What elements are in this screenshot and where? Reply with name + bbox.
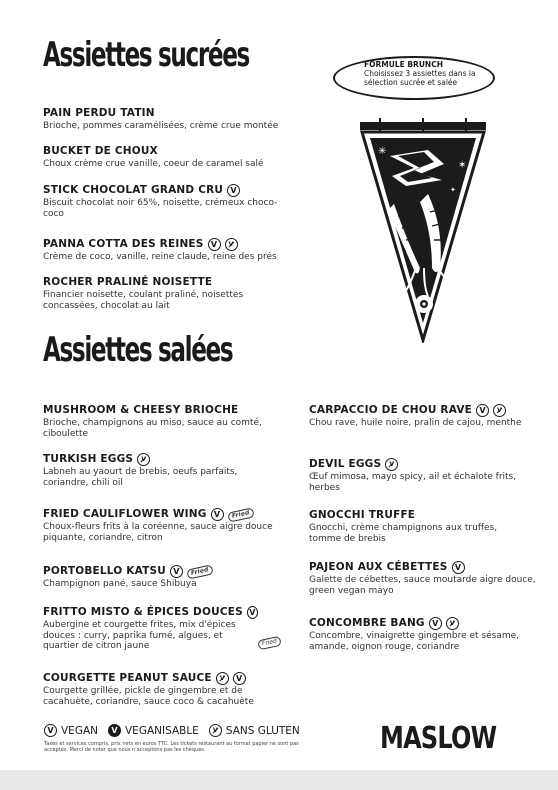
item-name: PAJEON AUX CÉBETTES: [309, 561, 448, 573]
vegan-icon: V: [227, 184, 240, 197]
item-description: Brioche, pommes caramélisées, crème crue montée: [43, 121, 279, 131]
item-description: Champignon pané, sauce Shibuya: [43, 579, 197, 589]
gluten-free-icon: [493, 404, 506, 417]
menu-item: [43, 565, 283, 590]
legend-veganisable: VEGANISABLE: [125, 724, 199, 737]
menu-item: [309, 561, 539, 596]
item-description: Chou rave, huile noire, pralin de cajou, menthe: [309, 418, 522, 428]
menu-item: [43, 276, 293, 311]
brunch-text: Choisissez 3 assiettes dans la sélection sucrée et salée: [364, 69, 476, 87]
fried-tag: Fried: [257, 636, 282, 651]
item-name: PORTOBELLO KATSU: [43, 565, 166, 577]
svg-text:✦: ✦: [450, 186, 456, 194]
item-description: Gnocchi, crème champignons aux truffes, tomme de brebis: [309, 523, 498, 544]
item-name: FRITTO MISTO & ÉPICES DOUCES: [43, 606, 243, 618]
menu-item: [309, 458, 534, 493]
item-name: PAIN PERDU TATIN: [43, 107, 155, 119]
vegan-icon: V: [170, 565, 183, 578]
gluten-free-icon: [225, 238, 238, 251]
vegan-icon: V: [247, 606, 258, 619]
item-name: PANNA COTTA DES REINES: [43, 238, 204, 250]
vegan-icon: V: [44, 724, 57, 737]
gluten-free-icon: [385, 458, 398, 471]
dietary-legend: [44, 724, 306, 737]
item-name: CONCOMBRE BANG: [309, 617, 425, 629]
item-name: FRIED CAULIFLOWER WING: [43, 508, 207, 520]
vegan-icon: V: [429, 617, 442, 630]
item-description: Choux crème crue vanille, coeur de caramel salé: [43, 159, 264, 169]
fried-tag: Fried: [227, 507, 254, 522]
menu-item: [43, 107, 333, 132]
sweet-section-title: Assiettes sucrées: [43, 35, 249, 75]
veganisable-icon: V: [108, 724, 121, 737]
fried-tag: Fried: [186, 564, 213, 579]
item-name: CARPACCIO DE CHOU RAVE: [309, 404, 473, 416]
item-description: Financier noisette, coulant praliné, noisettes concassées, chocolat au lait: [43, 290, 244, 311]
item-description: Brioche, champignons au miso, sauce au comté, ciboulette: [43, 418, 262, 439]
item-name: COURGETTE PEANUT SAUCE: [43, 672, 212, 684]
menu-item: [43, 453, 258, 488]
item-description: Choux-fleurs frits à la coréenne, sauce aigre douce piquante, coriandre, citron: [43, 522, 273, 543]
item-description: Concombre, vinaigrette gingembre et sésame, amande, oignon rouge, coriandre: [309, 631, 520, 652]
item-description: Œuf mimosa, mayo spicy, ail et échalote frits, herbes: [309, 472, 517, 493]
vegan-icon: V: [476, 404, 489, 417]
gluten-free-icon: [209, 724, 222, 737]
brand-logo: MASLOW: [380, 721, 497, 756]
menu-item: [43, 145, 333, 170]
savory-section-title: Assiettes salées: [43, 330, 233, 370]
menu-item: [43, 508, 283, 543]
gluten-free-icon: [137, 453, 150, 466]
vegan-icon: V: [208, 238, 221, 251]
menu-item: [43, 606, 258, 652]
menu-item: [43, 404, 278, 439]
item-description: Crème de coco, vanille, reine claude, reine des prés: [43, 252, 277, 262]
brunch-box: [364, 60, 504, 87]
vegan-icon: V: [233, 672, 246, 685]
menu-item: [43, 184, 283, 219]
gluten-free-icon: [216, 672, 229, 685]
menu-item: [309, 509, 509, 544]
item-description: Labneh au yaourt de brebis, oeufs parfaits, coriandre, chili oil: [43, 467, 238, 488]
legend-vegan: VEGAN: [61, 724, 98, 737]
item-name: DEVIL EGGS: [309, 458, 382, 470]
vegan-icon: V: [211, 508, 224, 521]
gluten-free-icon: [446, 617, 459, 630]
menu-item: [43, 238, 333, 263]
legend-gluten-free: SANS GLUTEN: [225, 724, 300, 737]
menu-item: [43, 672, 288, 707]
item-name: TURKISH EGGS: [43, 453, 134, 465]
menu-item: [309, 617, 544, 652]
item-name: MUSHROOM & CHEESY BRIOCHE: [43, 404, 239, 416]
item-name: ROCHER PRALINÉ NOISETTE: [43, 276, 213, 288]
svg-text:✳: ✳: [378, 146, 387, 157]
item-description: Courgette grillée, pickle de gingembre et de cacahuète, coriandre, sauce coco & cacahuète: [43, 686, 254, 707]
pennant-illustration: [358, 118, 488, 343]
item-description: Aubergine et courgette frites, mix d'épices douces : curry, paprika fumé, algues, et quartier de citron jaune: [43, 620, 236, 651]
menu-item: [309, 404, 534, 429]
brunch-title: FORMULE BRUNCH: [364, 60, 443, 69]
vegan-icon: V: [452, 561, 465, 574]
svg-text:✶: ✶: [458, 160, 467, 171]
item-name: GNOCCHI TRUFFE: [309, 509, 416, 521]
item-description: Biscuit chocolat noir 65%, noisette, crémeux choco-coco: [43, 198, 278, 219]
item-name: STICK CHOCOLAT GRAND CRU: [43, 184, 224, 196]
item-name: BUCKET DE CHOUX: [43, 145, 158, 157]
legal-notice: Taxes et services compris, prix nets en euros TTC. Les tickets restaurant au format papier ne sont pas acceptés. Merci de noter que nous n'acceptons pas les chèques.: [44, 741, 299, 753]
item-description: Galette de cébettes, sauce moutarde aigre douce, green vegan mayo: [309, 575, 536, 596]
